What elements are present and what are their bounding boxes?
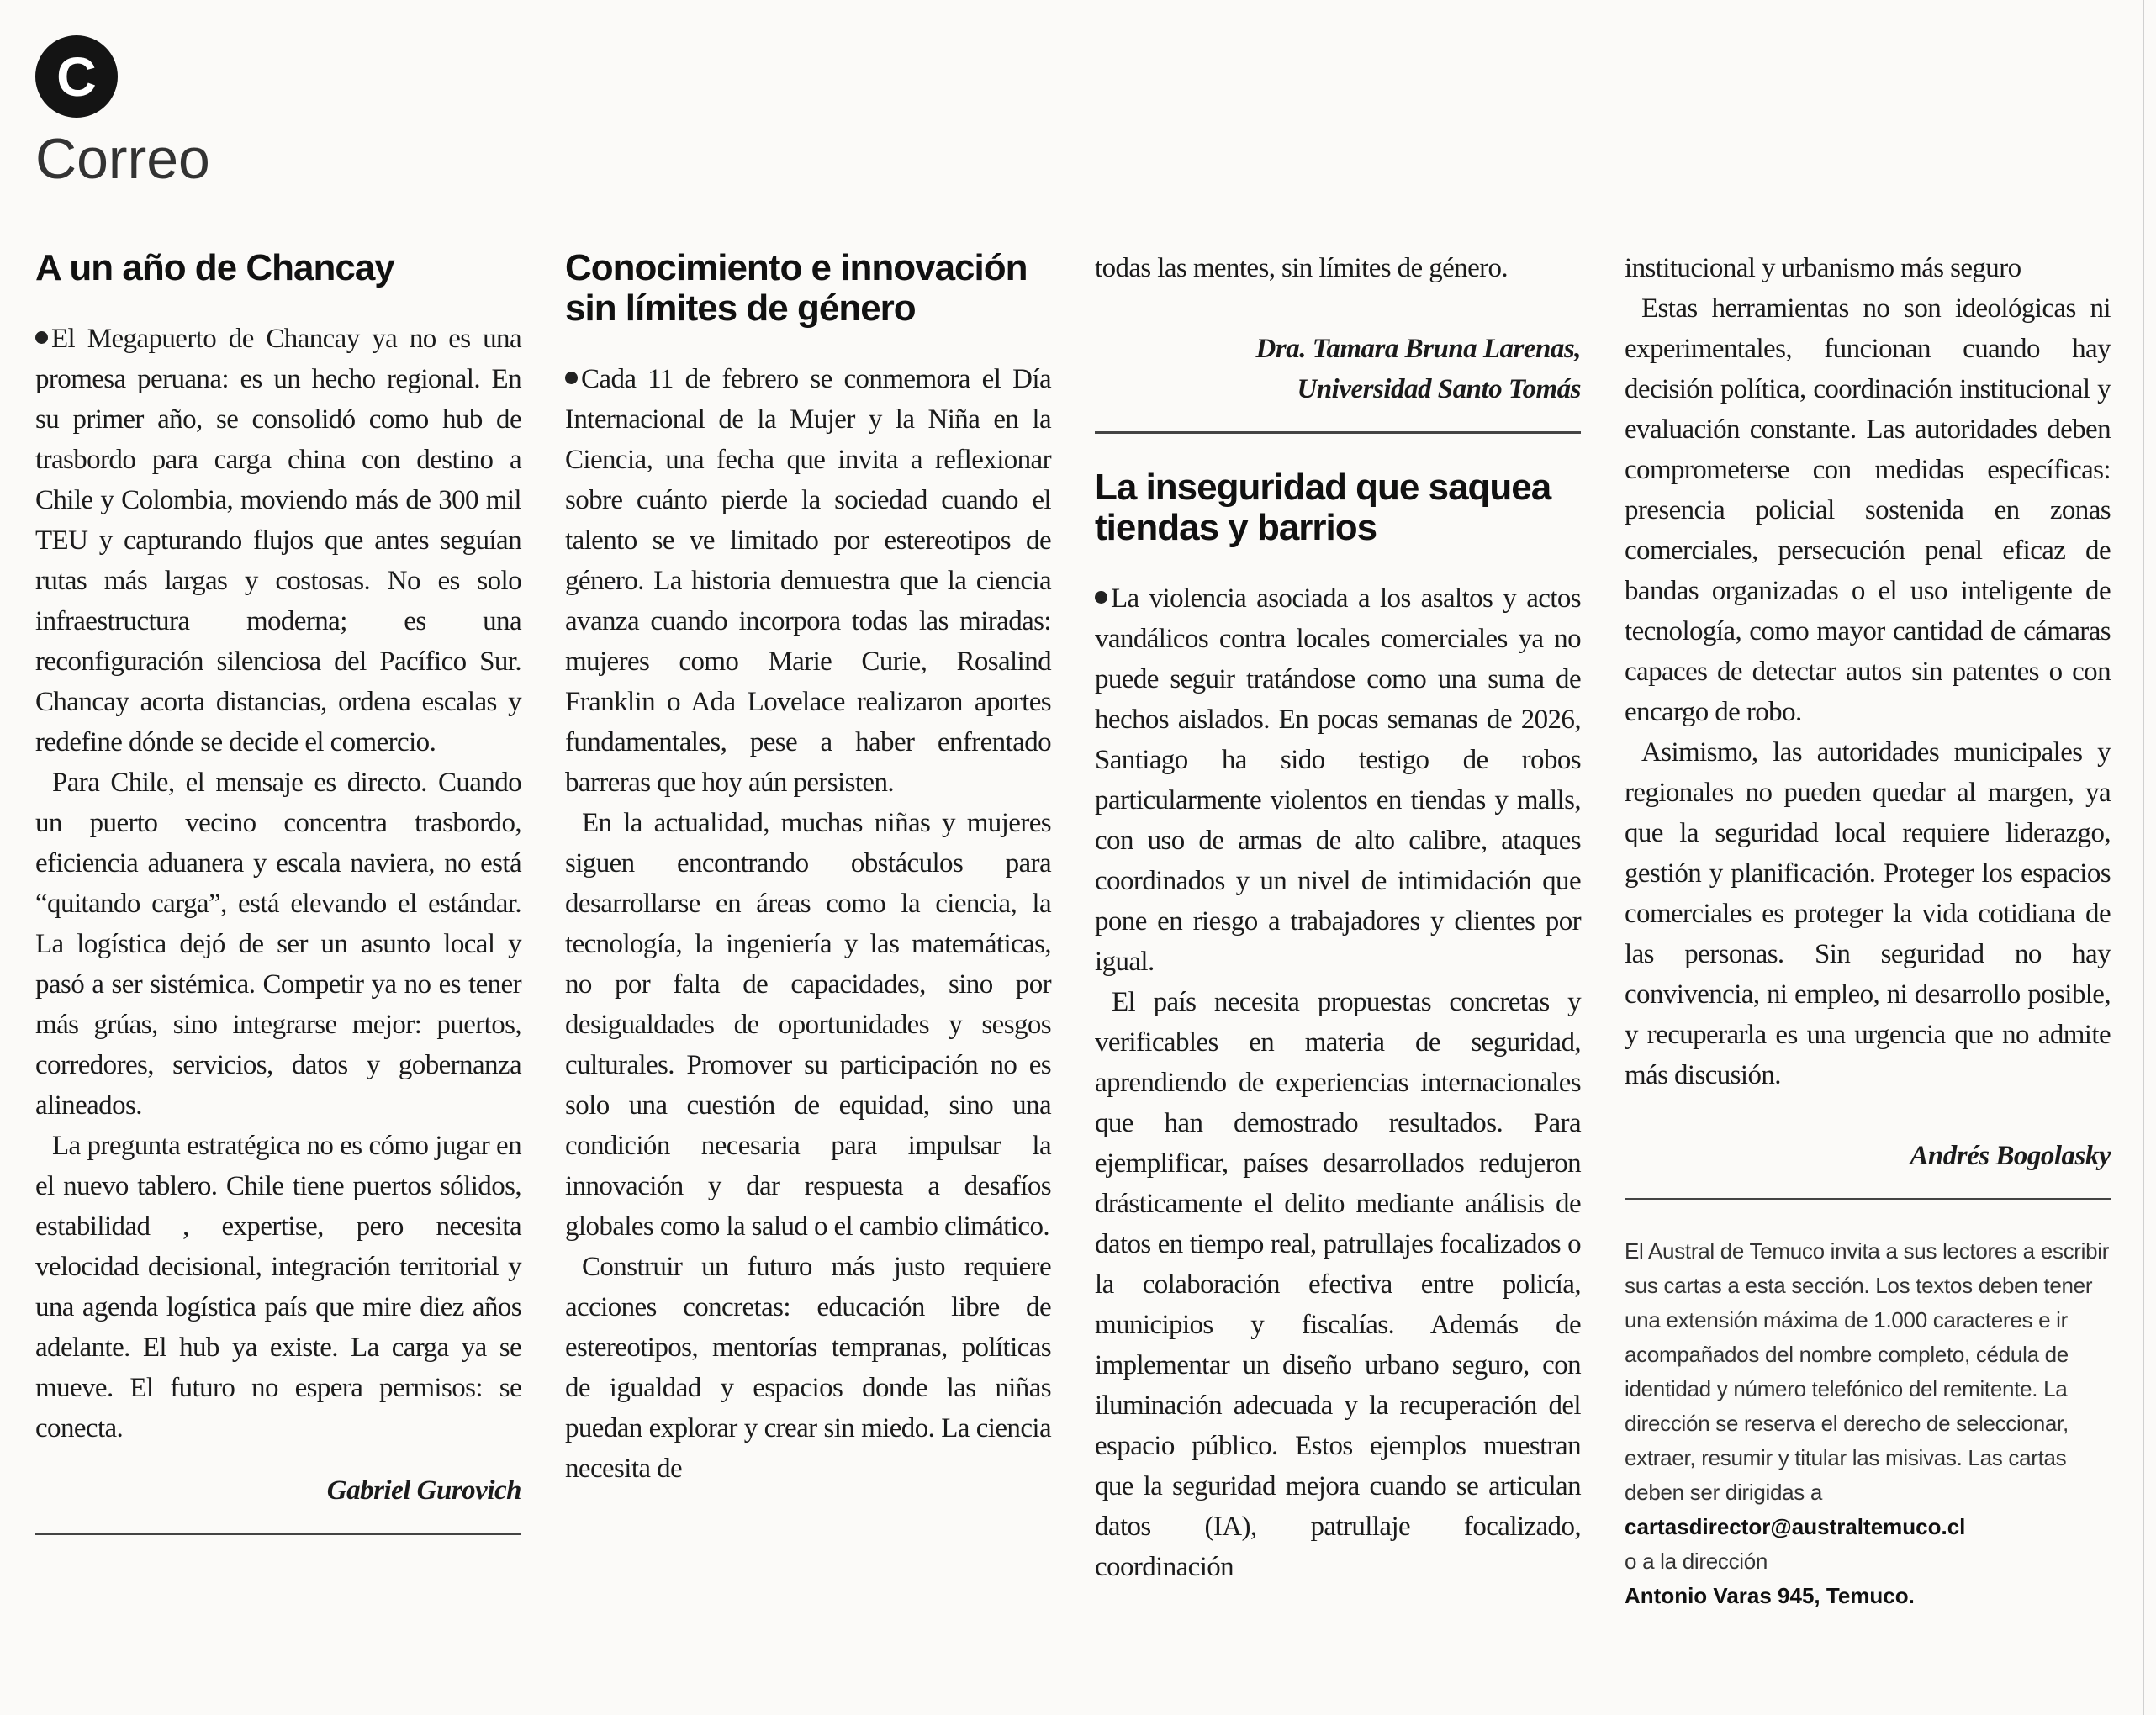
letter-paragraph: Construir un futuro más justo requiere acciones concretas: educación libre de estereotipos, mentorías tempranas, políticas de igualdad y espacios donde las niñas puedan explorar y crear sin miedo. La ciencia necesita de [565, 1252, 1051, 1484]
letter-paragraph: La violencia asociada a los asaltos y actos vandálicos contra locales comerciales ya no puede seguir tratándose como una suma de hechos aislados. En pocas semanas de 2026, Santiago ha sido testigo de robos particularmente violentos en tiendas y malls, con uso de armas de alto calibre, ataques coordinados y un nivel de intimidación que pone en riesgo a trabajadores y clientes por igual. [1095, 583, 1581, 977]
letter-title: A un año de Chancay [35, 247, 394, 288]
publisher-note-connector: o a la dirección [1625, 1549, 1768, 1574]
section-title: Correo [35, 127, 210, 191]
contact-email[interactable]: cartasdirector@australtemuco.cl [1625, 1514, 1966, 1539]
letter-title: Conocimiento e innovación sin límites de género [565, 247, 1028, 329]
letter-paragraph: Asimismo, las autoridades municipales y regionales no pueden quedar al margen, ya que la seguridad local requiere liderazgo, gestión y planificación. Proteger los espacios comerciales es proteger la vida cotidiana de las personas. Sin seguridad no hay convivencia, ni empleo, ni desarrollo posible, y recuperarla es una urgencia que no admite más discusión. [1625, 737, 2111, 1090]
letter-author: Andrés Bogolasky [1910, 1141, 2111, 1171]
letter-ciencia [565, 248, 1051, 1489]
divider [35, 1533, 521, 1535]
section-logo: C [35, 35, 118, 118]
publisher-note: El Austral de Temuco invita a sus lectores a escribir sus cartas a esta sección. Los textos deben tener una extensión máxima de 1.000 caracteres e ir acompañados del nombre completo, cédula de identidad y número telefónico del remitente. La dirección se reserva el derecho de seleccionar, extraer, resumir y titular las misivas. Las cartas deben ser dirigidas a [1625, 1238, 2110, 1505]
letter-paragraph: El país necesita propuestas concretas y verificables en materia de seguridad, aprendiendo de experiencias internacionales que han demostrado resultados. Para ejemplificar, países desarrollados redujeron drásticamente el delito mediante análisis de datos en tiempo real, patrullajes focalizados o la colaboración efectiva entre policía, municipios y fiscalías. Además de implementar un diseño urbano seguro, con iluminación adecuada y la recuperación del espacio público. Estos ejemplos muestran que la seguridad mejora cuando se articulan datos (IA), patrullaje focalizado, coordinación [1095, 987, 1581, 1582]
contact-address: Antonio Varas 945, Temuco. [1625, 1583, 1915, 1608]
letter-author-affiliation: Universidad Santo Tomás [1297, 374, 1581, 404]
letter-author: Gabriel Gurovich [326, 1475, 521, 1506]
letter-paragraph: Estas herramientas no son ideológicas ni experimentales, funcionan cuando hay decisión política, coordinación institucional y evaluación constante. Las autoridades deben comprometerse con medidas específicas: presencia policial sostenida en zonas comerciales, persecución penal eficaz de bandas organizadas o el uso inteligente de tecnología, como mayor cantidad de cámaras capaces de detectar autos sin patentes o con encargo de robo. [1625, 293, 2111, 727]
bullet-icon [1095, 591, 1107, 604]
letter-paragraph-continued: todas las mentes, sin límites de género. [1095, 253, 1509, 283]
divider [1625, 1198, 2111, 1200]
letter-title: La inseguridad que saquea tiendas y barrios [1095, 467, 1551, 548]
bullet-icon [35, 331, 48, 344]
letter-paragraph: Cada 11 de febrero se conmemora el Día Internacional de la Mujer y la Niña en la Ciencia, una fecha que invita a reflexionar sobre cuánto pierde la sociedad cuando el talento se ve limitado por estereotipos de género. La historia demuestra que la ciencia avanza cuando incorpora todas las miradas: mujeres como Marie Curie, Rosalind Franklin o Ada Lovelace realizaron aportes fundamentales, pese a haber enfrentado barreras que hoy aún persisten. [565, 364, 1051, 798]
letter-paragraph: Para Chile, el mensaje es directo. Cuando un puerto vecino concentra trasbordo, eficiencia aduanera y escala naviera, no está “quitando carga”, está elevando el estándar. La logística dejó de ser un asunto local y pasó a ser sistémica. Competir ya no es tener más grúas, sino integrarse mejor: puertos, corredores, servicios, datos y gobernanza alineados. [35, 768, 521, 1121]
page-edge [2143, 0, 2144, 1715]
letter-paragraph: En la actualidad, muchas niñas y mujeres siguen encontrando obstáculos para desarrollarse en áreas como la ciencia, la tecnología, la ingeniería y las matemáticas, no por falta de capacidades, sino por desigualdades de oportunidades y sesgos culturales. Promover su participación no es solo una cuestión de equidad, sino una condición necesaria para impulsar la innovación y dar respuesta a desafíos globales como la salud o el cambio climático. [565, 808, 1051, 1242]
letter-chancay [35, 248, 521, 1535]
divider [1095, 431, 1581, 434]
letter-paragraph-continued: institucional y urbanismo más seguro [1625, 253, 2021, 283]
letter-author: Dra. Tamara Bruna Larenas, [1255, 334, 1581, 364]
column-three [1095, 248, 1581, 1587]
letter-paragraph: El Megapuerto de Chancay ya no es una promesa peruana: es un hecho regional. En su primer año, se consolidó como hub de trasbordo para carga china con destino a Chile y Colombia, moviendo más de 300 mil TEU y capturando flujos que antes seguían rutas más largas y costosas. No es solo infraestructura moderna; es una reconfiguración silenciosa del Pacífico Sur. Chancay acorta distancias, ordena escalas y redefine dónde se decide el comercio. [35, 324, 521, 757]
letter-paragraph: La pregunta estratégica no es cómo jugar en el nuevo tablero. Chile tiene puertos sólidos, estabilidad , expertise, pero necesita velocidad decisional, integración territorial y una agenda logística país que mire diez años adelante. El hub ya existe. La carga ya se mueve. El futuro no espera permisos: se conecta. [35, 1131, 521, 1443]
column-four [1625, 248, 2111, 1613]
bullet-icon [565, 372, 578, 384]
